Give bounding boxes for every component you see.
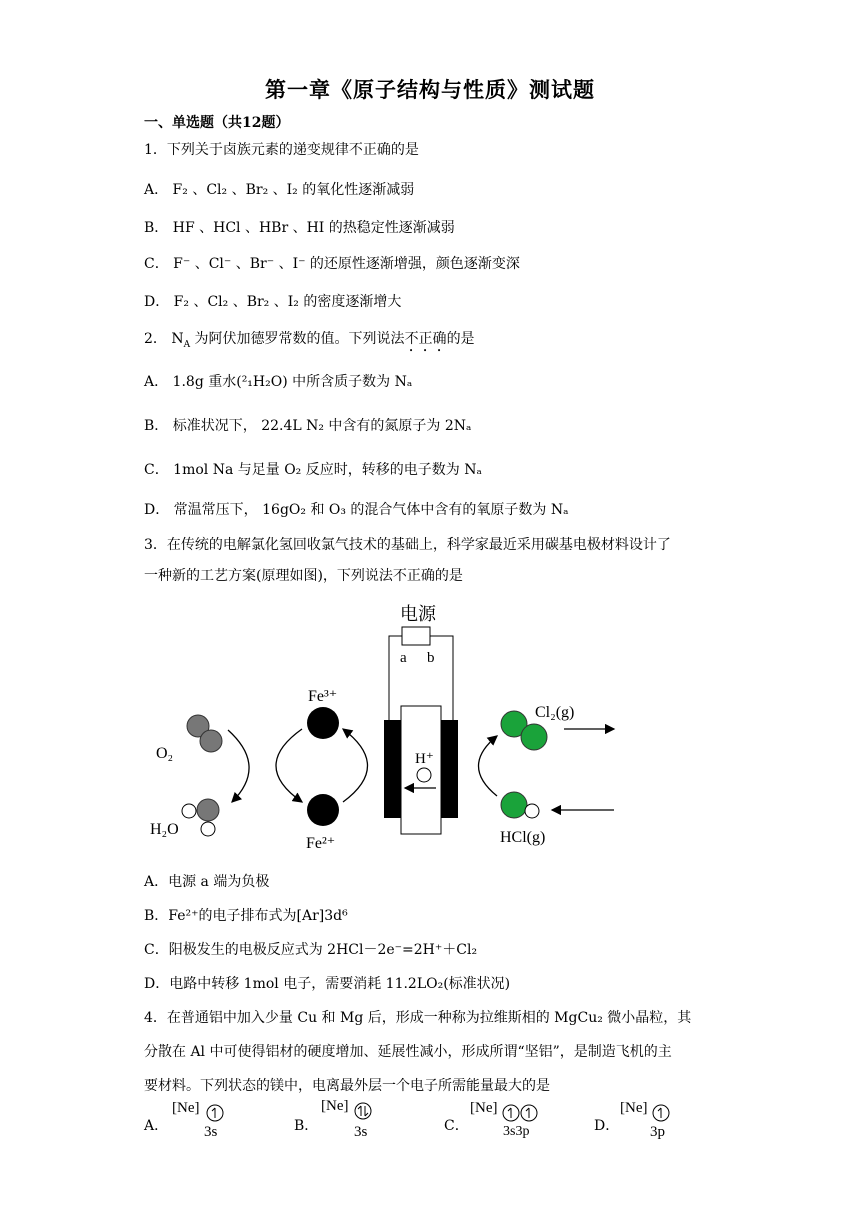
h2o-oxygen xyxy=(197,799,219,821)
q3-stem-line2: 一种新的工艺方案(原理如图)，下列说法不正确的是 xyxy=(144,568,463,584)
fe3-label: Fe³⁺ xyxy=(308,688,338,705)
q4-option-a-letter: A． xyxy=(144,1118,169,1134)
q4-option-c-orbital-boxes xyxy=(502,1104,538,1124)
q2-option-b: B． 标准状况下， 22.4L N₂ 中含有的氮原子为 2Nₐ xyxy=(144,418,472,434)
q3-option-a: A．电源 a 端为负极 xyxy=(144,874,270,890)
power-wire-left xyxy=(389,636,402,720)
q1-option-b: B． HF 、HCl 、HBr 、HI 的热稳定性逐渐减弱 xyxy=(144,220,455,236)
q4-option-b-core: [Ne] xyxy=(321,1098,349,1114)
q4-option-d-letter: D． xyxy=(594,1118,620,1134)
q1-stem: 1．下列关于卤族元素的递变规律不正确的是 xyxy=(144,142,419,158)
o2-label: O₂ xyxy=(156,745,174,762)
q4-option-b-orbital-box xyxy=(354,1102,374,1122)
fe-curve-arrow-left xyxy=(276,729,302,802)
power-resistor xyxy=(402,627,430,645)
q4-stem-line2: 分散在 Al 中可使得铝材的硬度增加、延展性减小，形成所谓“坚铝”，是制造飞机的主 xyxy=(144,1044,672,1060)
terminal-b: b xyxy=(427,650,435,666)
q4-option-c-letter: C． xyxy=(444,1118,469,1134)
q2-stem-post: 的是 xyxy=(446,331,475,347)
q4-option-a-core: [Ne] xyxy=(172,1100,200,1116)
q4-stem-line3: 要材料。下列状态的镁中，电离最外层一个电子所需能量最大的是 xyxy=(144,1078,550,1094)
q2-stem-emphasis: 不正确 xyxy=(404,331,447,347)
hcl-label: HCl(g) xyxy=(500,829,546,846)
q2-option-c: C． 1mol Na 与足量 O₂ 反应时，转移的电子数为 Nₐ xyxy=(144,462,482,478)
anode-curve-arrow xyxy=(479,736,498,796)
q3-option-c: C．阳极发生的电极反应式为 2HCl－2e⁻=2H⁺＋Cl₂ xyxy=(144,942,478,958)
section-heading: 一、单选题（共12题） xyxy=(144,115,290,131)
fe-curve-arrow-right xyxy=(343,729,368,802)
q2-stem xyxy=(144,329,475,355)
hplus-particle xyxy=(417,768,431,782)
fe3-ion xyxy=(307,707,339,739)
q1-option-d: D． F₂ 、Cl₂ 、Br₂ 、I₂ 的密度逐渐增大 xyxy=(144,294,402,310)
electrolysis-diagram xyxy=(140,596,630,858)
q4-option-b-letter: B． xyxy=(294,1118,319,1134)
q3-option-b: B．Fe²⁺的电子排布式为[Ar]3d⁶ xyxy=(144,908,348,924)
hcl-chlorine xyxy=(501,792,527,818)
q4-option-b-orbital: 3s xyxy=(354,1124,368,1140)
hcl-hydrogen xyxy=(525,804,539,818)
q2-stem-sub: A xyxy=(183,339,191,350)
h2o-hydrogen-2 xyxy=(201,822,215,836)
q1-option-c: C． F⁻ 、Cl⁻ 、Br⁻ 、I⁻ 的还原性逐渐增强，颜色逐渐变深 xyxy=(144,256,520,272)
q2-stem-pre: 2． N xyxy=(144,331,184,347)
q4-option-c-core: [Ne] xyxy=(470,1100,498,1116)
q1-option-a: A． F₂ 、Cl₂ 、Br₂ 、I₂ 的氧化性逐渐减弱 xyxy=(144,182,415,198)
q4-stem-line1: 4．在普通铝中加入少量 Cu 和 Mg 后，形成一种称为拉维斯相的 MgCu₂ 微小晶粒，其 xyxy=(144,1010,692,1026)
h2o-label: H₂O xyxy=(150,821,179,838)
fe2-ion xyxy=(307,794,339,826)
cathode-electrode xyxy=(384,720,401,818)
q2-option-a: A． 1.8g 重水(²₁H₂O) 中所含质子数为 Nₐ xyxy=(144,374,413,390)
q4-option-c-orbital: 3s3p xyxy=(503,1124,530,1139)
left-curve-arrow xyxy=(228,730,249,802)
q4-option-d-orbital: 3p xyxy=(650,1124,665,1140)
cl2-label: Cl₂(g) xyxy=(535,704,575,721)
power-label: 电源 xyxy=(400,604,436,624)
o2-atom-2 xyxy=(200,730,222,752)
q4-option-d-core: [Ne] xyxy=(620,1100,648,1116)
anode-electrode xyxy=(441,720,458,818)
cl2-atom-2 xyxy=(521,724,547,750)
q2-stem-mid: 为阿伏加德罗常数的值。下列说法 xyxy=(190,331,405,347)
q4-option-d-orbital-box xyxy=(652,1104,672,1124)
h2o-hydrogen-1 xyxy=(182,804,196,818)
q4-option-a-orbital: 3s xyxy=(204,1124,218,1140)
page-title: 第一章《原子结构与性质》测试题 xyxy=(265,77,595,102)
q4-option-a-orbital-box xyxy=(206,1104,226,1124)
fe2-label: Fe²⁺ xyxy=(306,835,336,852)
q3-stem-line1: 3．在传统的电解氯化氢回收氯气技术的基础上，科学家最近采用碳基电极材料设计了 xyxy=(144,537,671,553)
q2-option-d: D． 常温常压下， 16gO₂ 和 O₃ 的混合气体中含有的氧原子数为 Nₐ xyxy=(144,502,569,518)
terminal-a: a xyxy=(400,650,407,666)
hplus-label: H⁺ xyxy=(415,751,434,767)
q3-option-d: D．电路中转移 1mol 电子，需要消耗 11.2LO₂(标准状况) xyxy=(144,976,511,992)
